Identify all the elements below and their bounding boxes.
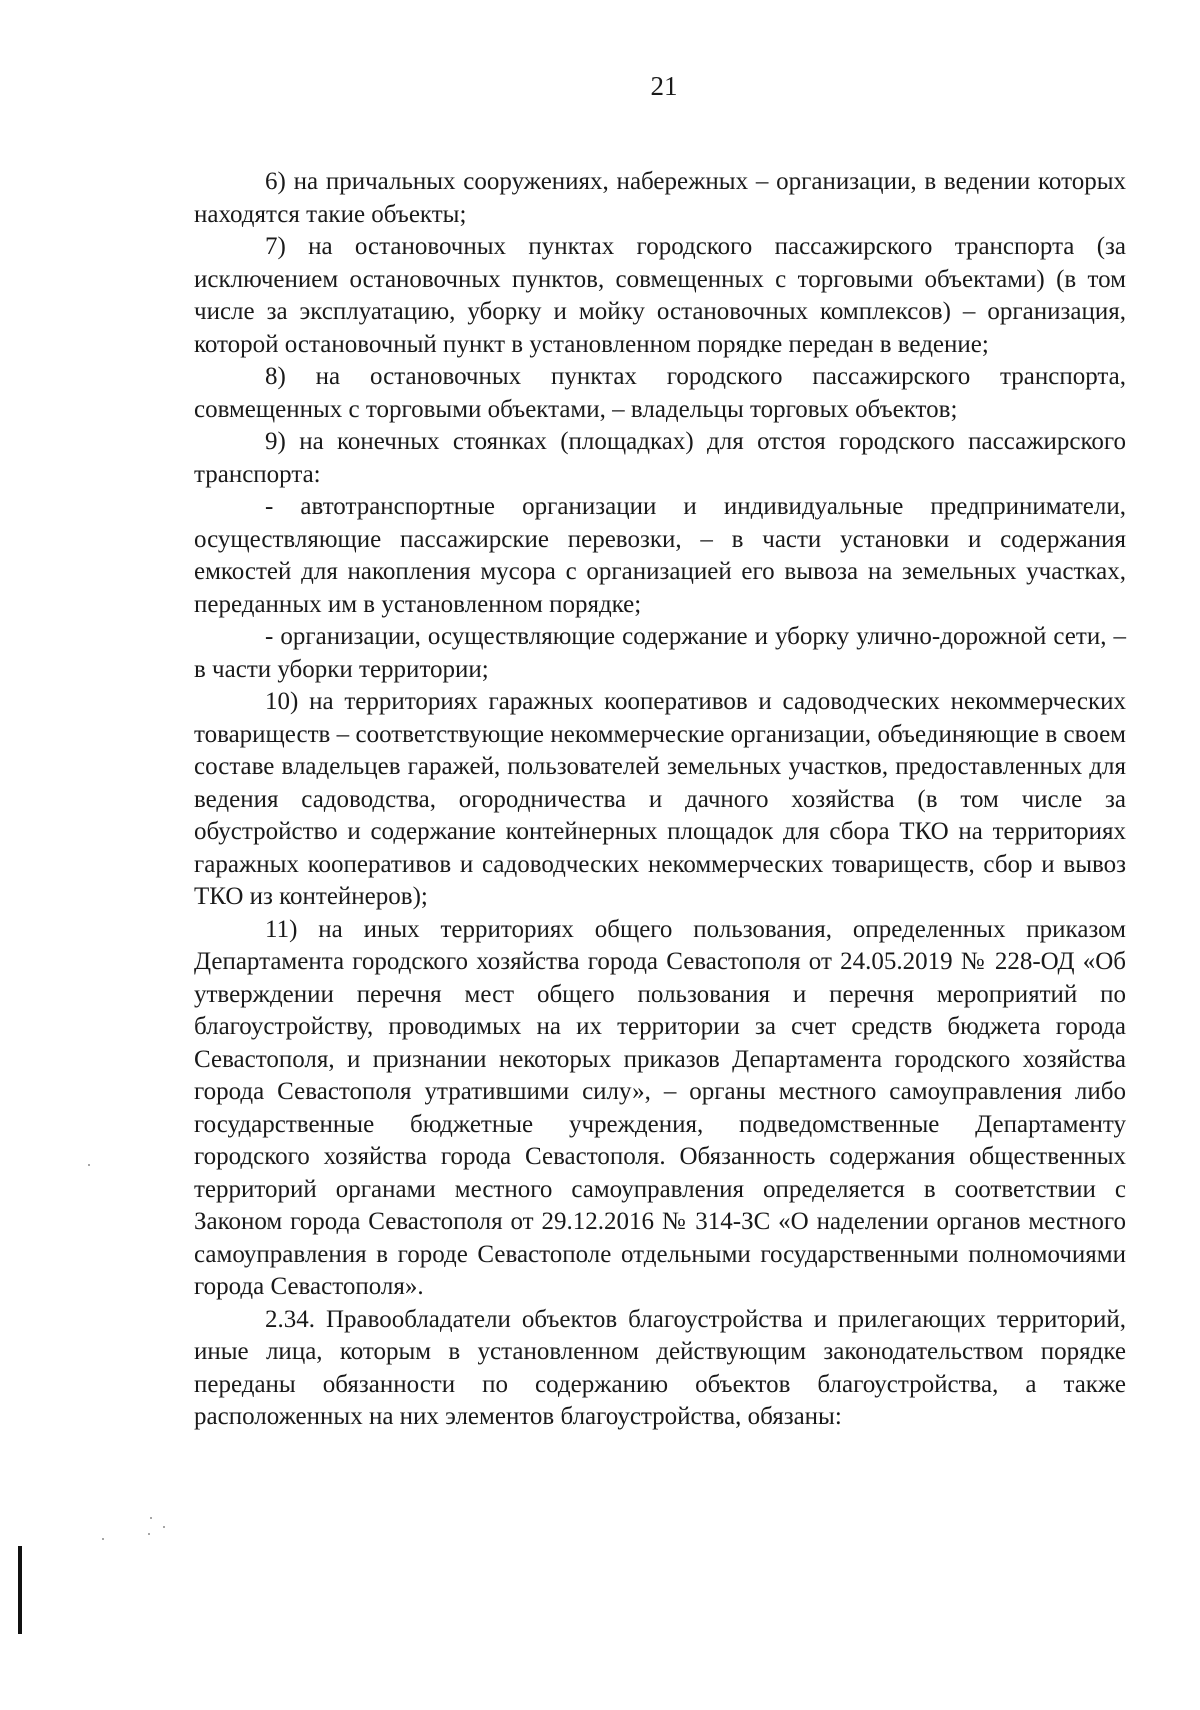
paragraph-item-7: 7) на остановочных пунктах городского пассажирского транспорта (за исключением остановочных пунктов, совмещенных с торговыми объектами) (в том числе за эксплуатацию, уборку и мойку остановочных комплексов) – организация, которой остановочный пункт в установленном порядке передан в ведение;	[194, 233, 1126, 358]
paragraph-item-9: 9) на конечных стоянках (площадках) для отстоя городского пассажирского транспорта:	[194, 428, 1126, 488]
scan-speck	[102, 1538, 104, 1540]
scan-speck	[88, 1164, 90, 1166]
paragraph-item-11: 11) на иных территориях общего пользования, определенных приказом Департамента городского хозяйства города Севастополя от 24.05.2019 № 228-ОД «Об утверждении перечня мест общего пользования и перечня мероприятий по благоустройству, проводимых на их территории за счет средств бюджета города Севастополя, и признании некоторых приказов Департамента городского хозяйства города Севастополя утратившими силу», – органы местного самоуправления либо государственные бюджетные учреждения, подведомственные Департаменту городского хозяйства города Севастополя. Обязанность содержания общественных территорий органами местного самоуправления определяется в соответствии с Законом города Севастополя от 29.12.2016 № 314-ЗС «О наделении органов местного самоуправления в городе Севастополе отдельными государственными полномочиями города Севастополя».	[194, 915, 1126, 1300]
scan-speck	[163, 1526, 165, 1528]
scan-speck	[148, 1533, 150, 1535]
document-body	[194, 166, 1126, 1434]
page-number: 21	[650, 71, 678, 101]
scan-speck	[150, 1517, 152, 1519]
scan-margin-mark	[18, 1546, 22, 1634]
paragraph-section-2-34: 2.34. Правообладатели объектов благоустройства и прилегающих территорий, иные лица, которым в установленном действующим законодательством порядке переданы обязанности по содержанию объектов благоустройства, а также расположенных на них элементов благоустройства, обязаны:	[194, 1305, 1126, 1430]
paragraph-dash-transport-operators: - автотранспортные организации и индивидуальные предприниматели, осуществляющие пассажирские перевозки, – в части установки и содержания емкостей для накопления мусора с организацией его вывоза на земельных участках, переданных им в установленном порядке;	[194, 493, 1126, 618]
paragraph-dash-road-maintenance: - организации, осуществляющие содержание и уборку улично-дорожной сети, – в части уборки территории;	[194, 623, 1126, 683]
paragraph-item-8: 8) на остановочных пунктах городского пассажирского транспорта, совмещенных с торговыми объектами, – владельцы торговых объектов;	[194, 363, 1126, 423]
paragraph-item-6: 6) на причальных сооружениях, набережных – организации, в ведении которых находятся такие объекты;	[194, 168, 1126, 228]
paragraph-item-10: 10) на территориях гаражных кооперативов и садоводческих некоммерческих товариществ – соответствующие некоммерческие организации, объединяющие в своем составе владельцев гаражей, пользователей земельных участков, предоставленных для ведения садоводства, огородничества и дачного хозяйства (в том числе за обустройство и содержание контейнерных площадок для сбора ТКО на территориях гаражных кооперативов и садоводческих некоммерческих товариществ, сбор и вывоз ТКО из контейнеров);	[194, 688, 1126, 910]
